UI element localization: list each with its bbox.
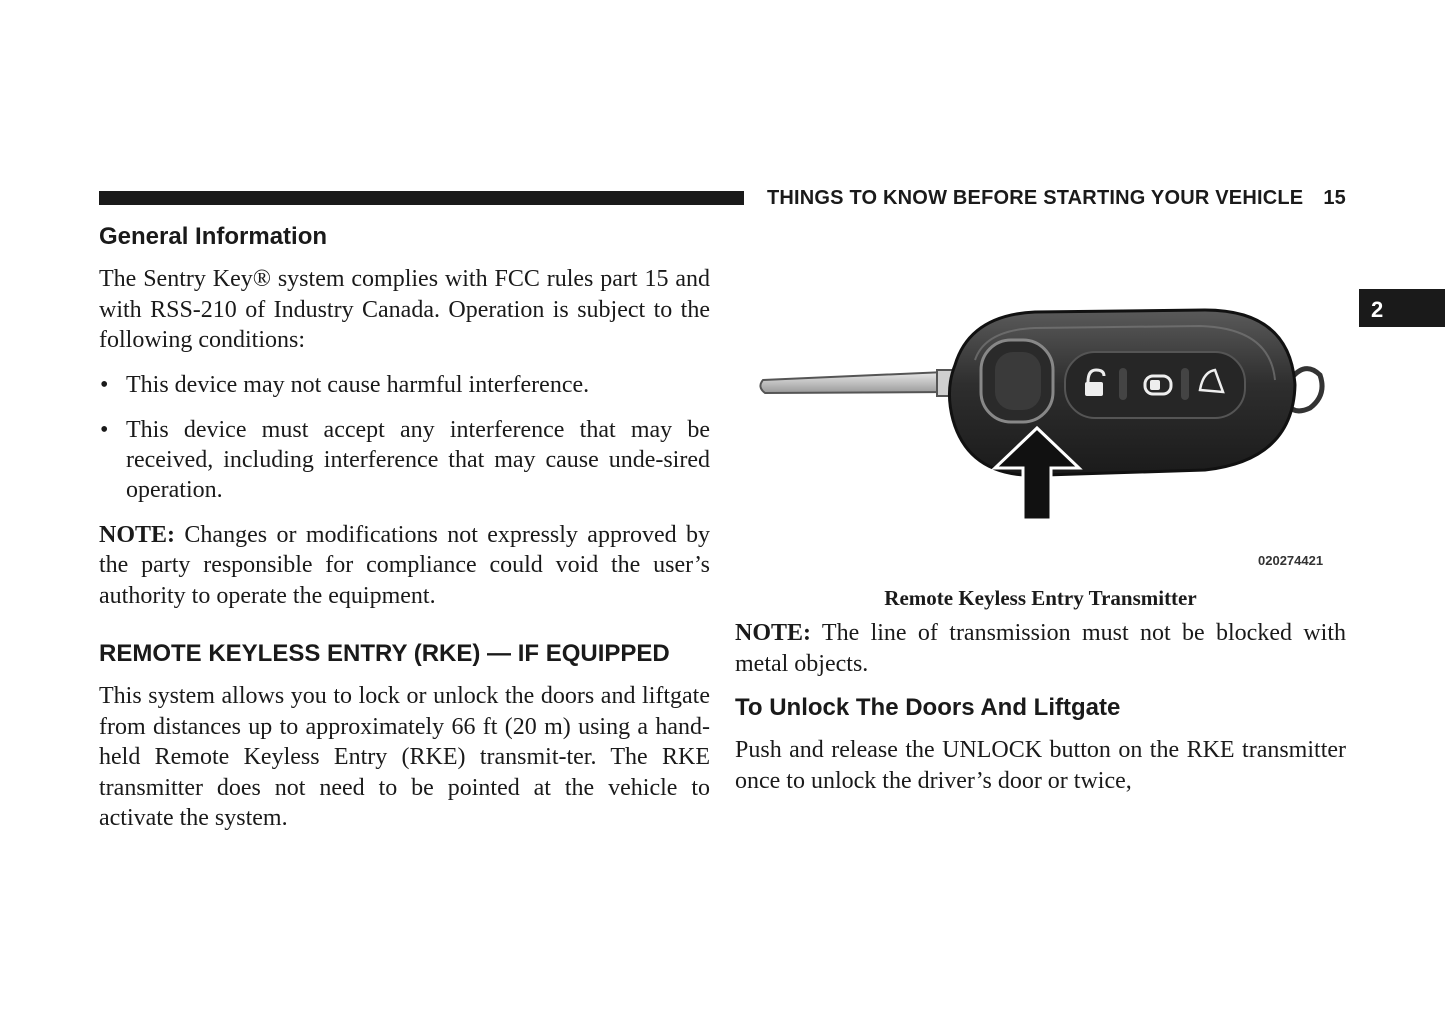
bullet-icon: • — [100, 371, 109, 398]
general-information-heading: General Information — [99, 223, 328, 250]
right-column — [735, 618, 1346, 810]
figure-caption: Remote Keyless Entry Transmitter — [884, 586, 1197, 610]
key-blade — [760, 372, 950, 393]
rke-paragraph: This system allows you to lock or unlock the doors and liftgate from distances up to approximately 66 ft (20 m) using a hand-held Remote Keyless Entry (RKE) transmit-ter. The RKE transmitter does not need to be pointed at the vehicle to activate the system. — [99, 683, 710, 831]
unlock-paragraph: Push and release the UNLOCK button on the RKE transmitter once to unlock the driver’s door or twice, — [735, 737, 1346, 794]
left-column — [99, 222, 710, 848]
unlock-heading: To Unlock The Doors And Liftgate — [735, 694, 1121, 721]
figure-id: 020274421 — [1258, 553, 1324, 568]
conditions-list — [99, 370, 710, 505]
note-paragraph: NOTE: Changes or modifications not expressly approved by the party responsible for compliance could void the user’s authority to operate the equipment. — [99, 521, 710, 609]
general-information-paragraph: The Sentry Key® system complies with FCC rules part 15 and with RSS-210 of Industry Canada. Operation is subject to the following conditions: — [99, 266, 710, 353]
note-label: NOTE: — [99, 521, 176, 548]
note-paragraph: NOTE: The line of transmission must not be blocked with metal objects. — [735, 620, 1346, 677]
header-rule — [99, 191, 744, 205]
key-fob-illustration — [745, 280, 1355, 570]
page-number: 15 — [1323, 187, 1346, 209]
list-item: • This device may not cause harmful interference. — [100, 371, 590, 398]
section-title: THINGS TO KNOW BEFORE STARTING YOUR VEHICLE — [766, 187, 1304, 209]
rke-heading: REMOTE KEYLESS ENTRY (RKE) — IF EQUIPPED — [99, 640, 670, 667]
running-header — [760, 187, 1346, 210]
chapter-tab: 2 — [1359, 289, 1445, 327]
bullet-icon: • — [100, 416, 109, 443]
note-label: NOTE: — [735, 620, 812, 646]
list-item: • This device must accept any interference that may be received, including interference that may cause unde-sired operation. — [100, 416, 710, 503]
